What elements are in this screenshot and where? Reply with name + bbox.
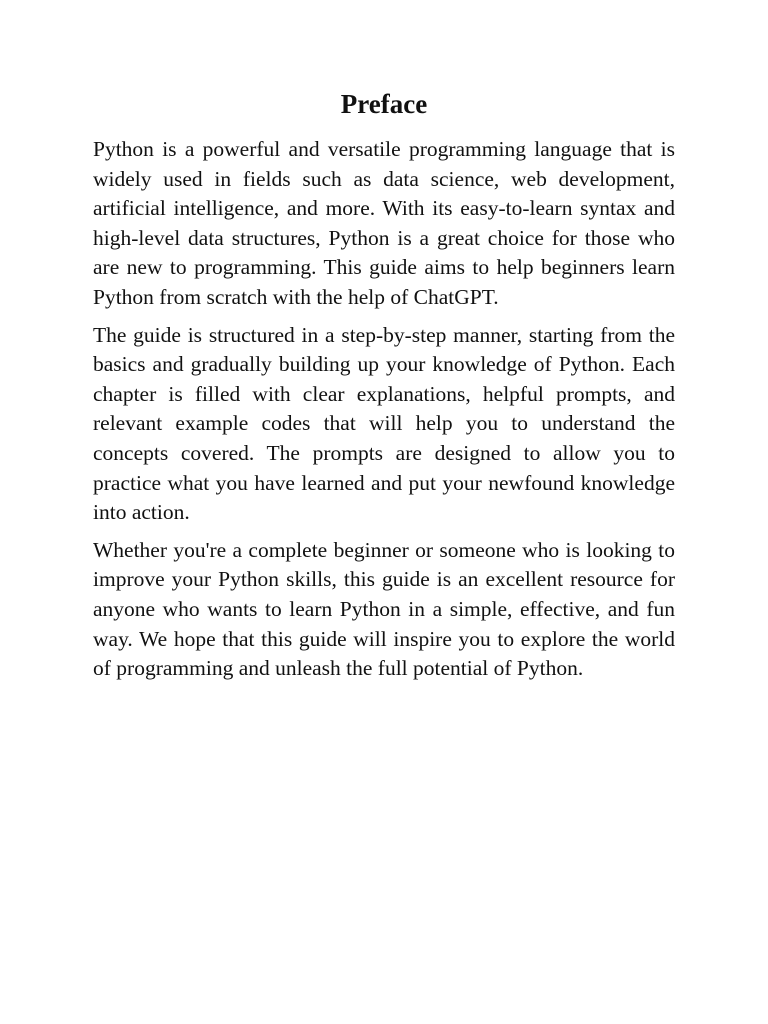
paragraph-audience: Whether you're a complete beginner or someone who is looking to improve your Python skills, this guide is an excellent resource for anyone who wants to learn Python in a simple, effective, and fun way. We hope that this guide will inspire you to explore the world of programming and unleash the full potential of Python.	[93, 537, 675, 681]
page-title: Preface	[340, 89, 428, 119]
paragraph-intro: Python is a powerful and versatile programming language that is widely used in fields such as data science, web development, artificial intelligence, and more. With its easy-to-learn syntax and high-level data structures, Python is a great choice for those who are new to programming. This guide aims to help beginners learn Python from scratch with the help of ChatGPT.	[93, 137, 675, 309]
paragraph-structure: The guide is structured in a step-by-step manner, starting from the basics and gradually building up your knowledge of Python. Each chapter is filled with clear explanations, helpful prompts, and relevant example codes that will help you to understand the concepts covered. The prompts are designed to allow you to practice what you have learned and put your newfound knowledge into action.	[93, 322, 675, 525]
preface-body	[93, 135, 675, 692]
